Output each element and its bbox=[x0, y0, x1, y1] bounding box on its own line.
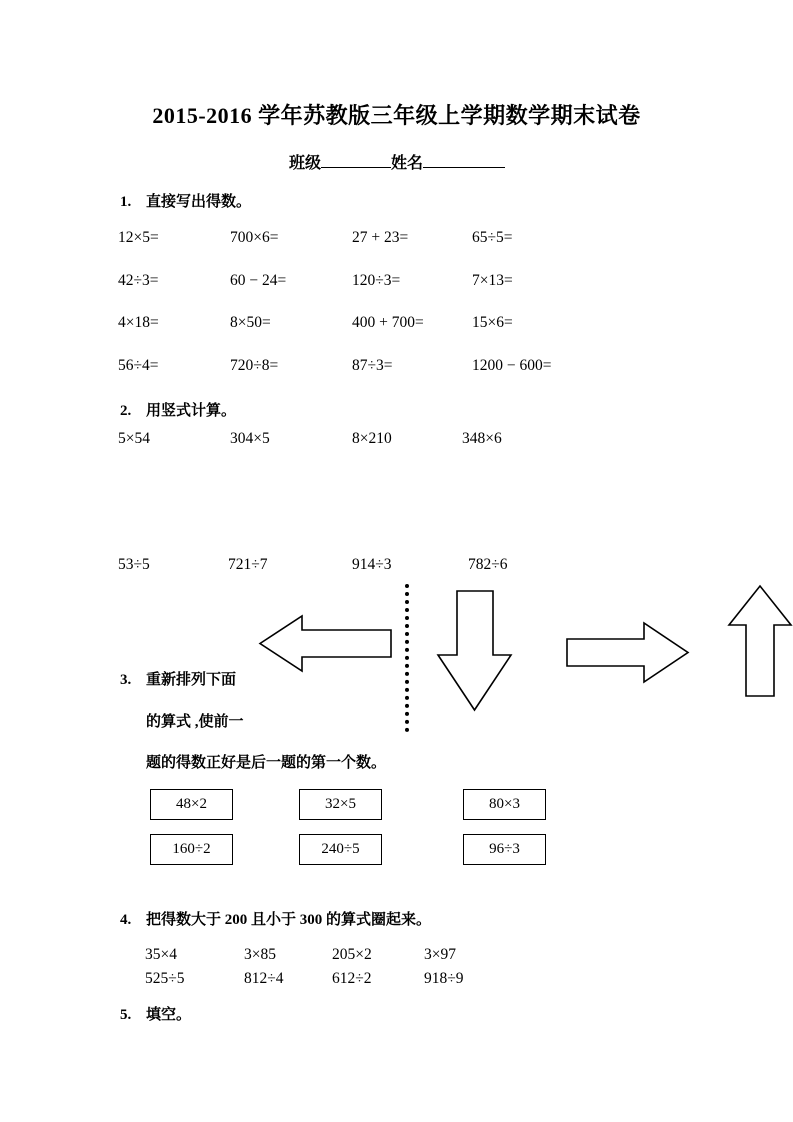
q1-expression: 120÷3= bbox=[352, 271, 401, 289]
q3-expression-box: 48×2 bbox=[150, 789, 233, 820]
q3-expression-box: 96÷3 bbox=[463, 834, 546, 865]
dotted-vertical-divider bbox=[405, 584, 409, 732]
q4-expression-row-1 bbox=[145, 946, 456, 964]
q1-expression: 65÷5= bbox=[472, 229, 513, 246]
q4-expression: 3×97 bbox=[424, 946, 456, 963]
q2-expression-row-2 bbox=[118, 556, 508, 574]
q2-expression: 5×54 bbox=[118, 430, 150, 447]
q1-expression: 8×50= bbox=[230, 314, 271, 332]
q4-expression: 525÷5 bbox=[145, 970, 185, 987]
q5-number: 5. bbox=[120, 1007, 132, 1023]
q4-prompt: 把得数大于 200 且小于 300 的算式圈起来。 bbox=[146, 912, 432, 928]
q2-expression-row-1 bbox=[118, 430, 502, 448]
q1-expression: 56÷4= bbox=[118, 356, 159, 374]
q4-expression: 812÷4 bbox=[244, 970, 284, 987]
q4-number: 4. bbox=[120, 912, 132, 928]
q3-expression-box: 160÷2 bbox=[150, 834, 233, 865]
right-block-arrow-icon bbox=[565, 621, 690, 684]
q4-expression: 918÷9 bbox=[424, 970, 464, 987]
q1-expression: 60 − 24= bbox=[230, 271, 287, 289]
up-block-arrow-icon bbox=[727, 584, 793, 698]
q1-expression: 42÷3= bbox=[118, 271, 159, 289]
q1-number: 1. bbox=[120, 194, 132, 210]
q1-header bbox=[120, 190, 251, 211]
q3-header bbox=[120, 668, 236, 689]
q4-expression: 35×4 bbox=[145, 946, 177, 963]
q1-expression: 87÷3= bbox=[352, 356, 393, 374]
name-blank-field bbox=[423, 153, 505, 168]
q3-number: 3. bbox=[120, 672, 132, 688]
q1-expression: 27 + 23= bbox=[352, 229, 409, 246]
q2-number: 2. bbox=[120, 403, 132, 419]
q5-prompt: 填空。 bbox=[146, 1007, 192, 1023]
q2-expression: 8×210 bbox=[352, 430, 392, 447]
exam-title: 2015-2016 学年苏教版三年级上学期数学期末试卷 bbox=[152, 103, 641, 128]
q3-expression-box: 80×3 bbox=[463, 789, 546, 820]
class-label: 班级 bbox=[289, 155, 322, 172]
q2-header bbox=[120, 399, 236, 420]
q4-expression: 612÷2 bbox=[332, 970, 372, 987]
q4-expression: 3×85 bbox=[244, 946, 276, 963]
q4-header bbox=[120, 908, 431, 929]
class-blank-field bbox=[321, 153, 391, 168]
q1-expression: 4×18= bbox=[118, 314, 159, 332]
q1-expression: 12×5= bbox=[118, 229, 159, 246]
q2-prompt: 用竖式计算。 bbox=[146, 403, 237, 419]
name-label: 姓名 bbox=[391, 155, 424, 172]
q2-expression: 53÷5 bbox=[118, 556, 150, 573]
q2-expression: 304×5 bbox=[230, 430, 270, 447]
q2-expression: 348×6 bbox=[462, 430, 502, 447]
q1-expression: 400 + 700= bbox=[352, 314, 424, 332]
q4-expression: 205×2 bbox=[332, 946, 372, 963]
q3-prompt-line3: 题的得数正好是后一题的第一个数。 bbox=[146, 755, 387, 771]
q1-expression: 720÷8= bbox=[230, 356, 279, 374]
q3-expression-box: 240÷5 bbox=[299, 834, 382, 865]
q1-expression-grid bbox=[118, 229, 551, 399]
q4-expression-row-2 bbox=[145, 970, 464, 988]
q1-expression: 700×6= bbox=[230, 229, 279, 246]
left-block-arrow-icon bbox=[258, 614, 393, 673]
class-name-line bbox=[289, 150, 505, 173]
q1-expression: 15×6= bbox=[472, 314, 513, 332]
q2-expression: 721÷7 bbox=[228, 556, 268, 573]
q1-expression: 1200 − 600= bbox=[472, 356, 552, 374]
q2-expression: 782÷6 bbox=[468, 556, 508, 573]
q3-expression-box: 32×5 bbox=[299, 789, 382, 820]
q3-prompt-line2: 的算式 ,使前一 bbox=[146, 714, 244, 730]
q2-expression: 914÷3 bbox=[352, 556, 392, 573]
down-block-arrow-icon bbox=[436, 589, 513, 713]
q1-prompt: 直接写出得数。 bbox=[146, 194, 252, 210]
q5-header bbox=[120, 1003, 191, 1024]
q1-expression: 7×13= bbox=[472, 271, 513, 289]
q3-prompt-line1: 重新排列下面 bbox=[146, 672, 237, 688]
